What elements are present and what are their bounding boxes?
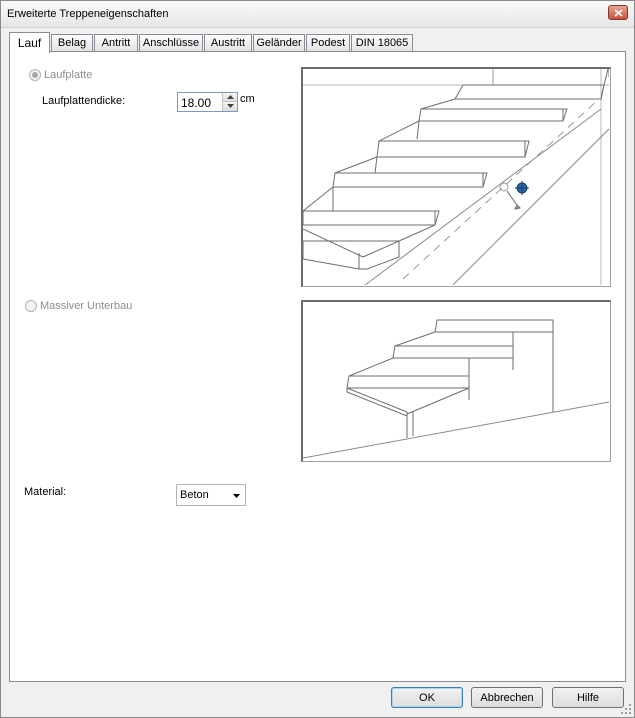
tab-label: Belag [57, 37, 87, 49]
help-button[interactable] [552, 687, 624, 708]
laufplatte-preview [301, 67, 611, 287]
stair-with-slab-illustration [303, 69, 609, 285]
tab-label: Geländer [256, 37, 302, 49]
close-icon [614, 9, 623, 17]
solid-stair-illustration [303, 302, 609, 460]
ok-button[interactable] [391, 687, 463, 708]
material-label: Material: [24, 486, 67, 498]
tab-belag[interactable] [51, 34, 93, 51]
tab-label: Podest [310, 37, 346, 49]
chevron-down-icon [233, 494, 240, 498]
tab-label: Antritt [101, 37, 131, 49]
spin-up-button[interactable] [222, 93, 237, 102]
tab-label: Lauf [17, 36, 42, 50]
laufplattendicke-value[interactable]: 18.00 [181, 96, 212, 110]
material-select[interactable] [176, 484, 246, 506]
laufplatte-radio[interactable] [29, 69, 41, 81]
massiver-unterbau-preview [301, 300, 611, 462]
close-button[interactable] [608, 5, 628, 20]
arrow-down-icon [227, 104, 234, 108]
tab-lauf[interactable] [9, 32, 50, 53]
window-title: Erweiterte Treppeneigenschaften [7, 8, 169, 20]
cancel-button[interactable] [471, 687, 543, 708]
tab-anschluesse[interactable] [139, 34, 203, 51]
laufplattendicke-stepper[interactable] [177, 92, 238, 112]
massiver-unterbau-label: Massiver Unterbau [40, 300, 133, 312]
material-value: Beton [180, 489, 209, 501]
laufplattendicke-label: Laufplattendicke: [42, 95, 126, 107]
ok-label: OK [419, 692, 435, 704]
tab-podest[interactable] [306, 34, 350, 51]
title-bar [1, 1, 634, 28]
resize-grip-icon[interactable] [621, 704, 632, 715]
tab-label: Anschlüsse [142, 37, 200, 49]
tab-gelaender[interactable] [253, 34, 305, 51]
tab-din-18065[interactable] [351, 34, 413, 51]
laufplatte-label: Laufplatte [44, 69, 93, 81]
cancel-label: Abbrechen [480, 692, 534, 704]
tab-label: DIN 18065 [355, 37, 409, 49]
help-label: Hilfe [576, 692, 599, 704]
tab-label: Austritt [210, 37, 246, 49]
tab-austritt[interactable] [204, 34, 252, 51]
tab-panel-lauf [9, 51, 626, 682]
spin-down-button[interactable] [222, 102, 237, 111]
massiver-unterbau-radio[interactable] [25, 300, 37, 312]
unit-label: cm [240, 93, 255, 105]
arrow-up-icon [227, 95, 234, 99]
tab-antritt[interactable] [94, 34, 138, 51]
